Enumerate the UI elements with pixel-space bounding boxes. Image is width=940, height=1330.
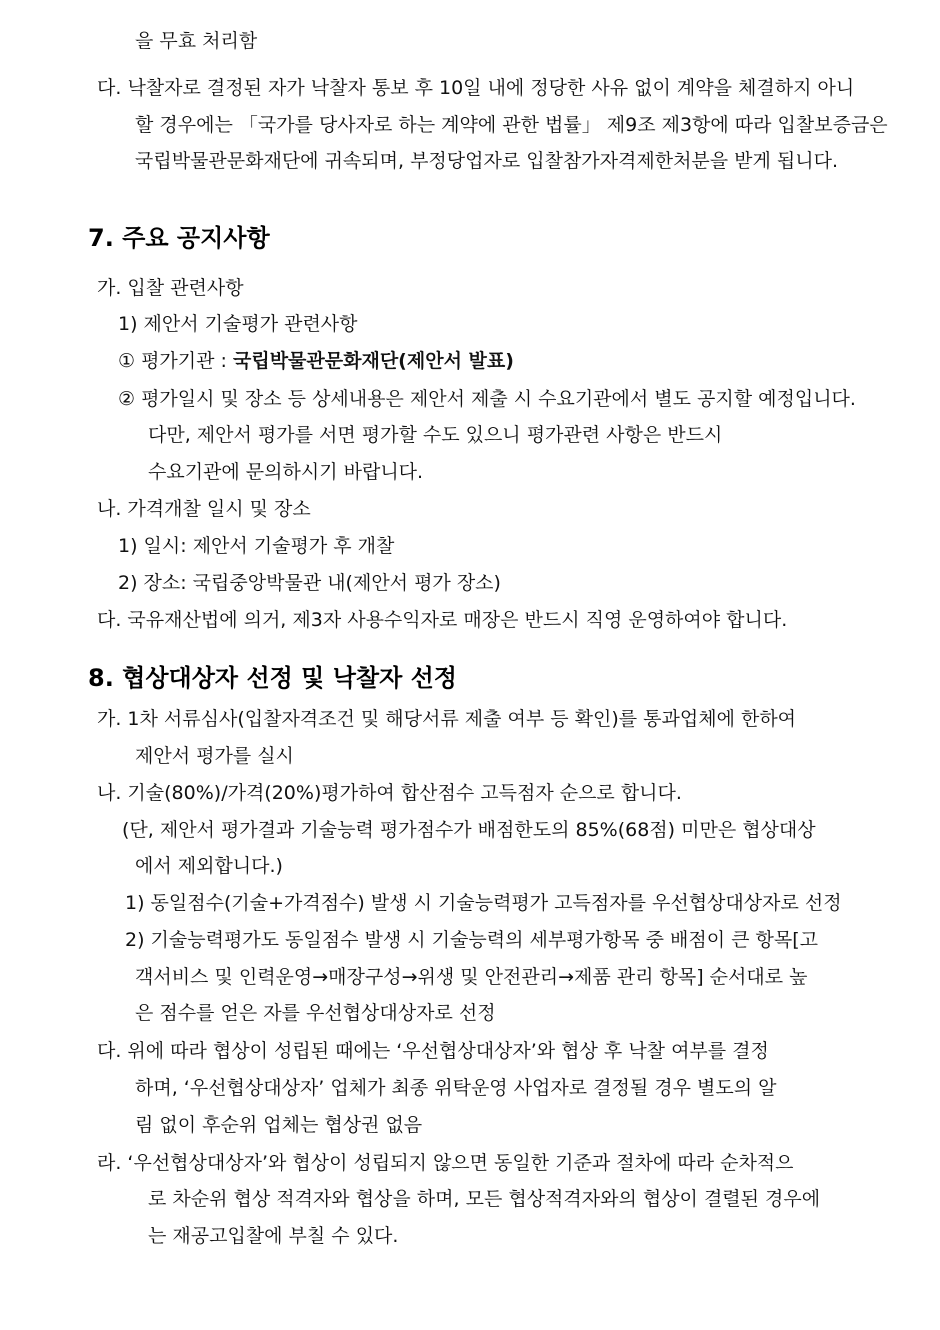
list-text: ① 평가기관 : <box>118 350 227 372</box>
text-line: 하며, ‘우선협상대상자’ 업체가 최종 위탁운영 사업자로 결정될 경우 별도의 알 <box>135 1077 777 1099</box>
text-line: 에서 제외합니다.) <box>135 855 283 877</box>
text-line: 가. 입찰 관련사항 <box>97 277 244 299</box>
text-line: 제안서 평가를 실시 <box>135 745 294 767</box>
text-line: 1) 일시: 제안서 기술평가 후 개찰 <box>118 535 395 557</box>
list-marker: 다. <box>97 77 122 99</box>
text-line: 라. ‘우선협상대상자’와 협상이 성립되지 않으면 동일한 기준과 절차에 따라 순차적으 <box>97 1152 794 1174</box>
text-line: 림 없이 후순위 업체는 협상권 없음 <box>135 1114 423 1136</box>
text-line: 을 무효 처리함 <box>135 30 258 52</box>
text-line: 1) 동일점수(기술+가격점수) 발생 시 기술능력평가 고득점자를 우선협상대상자로 선정 <box>125 892 842 914</box>
text-line: 나. 기술(80%)/가격(20%)평가하여 합산점수 고득점자 순으로 합니다. <box>97 782 682 804</box>
text-line <box>118 348 514 374</box>
text-line: 나. 가격개찰 일시 및 장소 <box>97 498 311 520</box>
text-line: (단, 제안서 평가결과 기술능력 평가점수가 배점한도의 85%(68점) 미만은 협상대상 <box>122 819 816 841</box>
text-line: 할 경우에는 「국가를 당사자로 하는 계약에 관한 법률」 제9조 제3항에 따라 입찰보증금은 <box>135 114 888 136</box>
text-line: 는 재공고입찰에 부칠 수 있다. <box>148 1225 399 1247</box>
text-line: 은 점수를 얻은 자를 우선협상대상자로 선정 <box>135 1002 496 1024</box>
text-line: ② 평가일시 및 장소 등 상세내용은 제안서 제출 시 수요기관에서 별도 공지할 예정입니다. <box>118 388 856 410</box>
text-line <box>97 75 854 101</box>
text-line: 국립박물관문화재단에 귀속되며, 부정당업자로 입찰참가자격제한처분을 받게 됩니다. <box>135 150 839 172</box>
text-line: 객서비스 및 인력운영→매장구성→위생 및 안전관리→제품 관리 항목] 순서대로 높 <box>135 966 808 988</box>
text-line: 1) 제안서 기술평가 관련사항 <box>118 313 358 335</box>
bold-text: 국립박물관문화재단(제안서 발표) <box>232 350 514 372</box>
text-line: 가. 1차 서류심사(입찰자격조건 및 해당서류 제출 여부 등 확인)를 통과업체에 한하여 <box>97 708 797 730</box>
list-text: 낙찰자로 결정된 자가 낙찰자 통보 후 10일 내에 정당한 사유 없이 계약을 체결하지 아니 <box>127 77 855 99</box>
section-heading-7: 7. 주요 공지사항 <box>88 224 270 252</box>
text-line: 다만, 제안서 평가를 서면 평가할 수도 있으니 평가관련 사항은 반드시 <box>148 424 723 446</box>
text-line: 2) 기술능력평가도 동일점수 발생 시 기술능력의 세부평가항목 중 배점이 큰 항목[고 <box>125 929 818 951</box>
text-line: 다. 국유재산법에 의거, 제3자 사용수익자로 매장은 반드시 직영 운영하여야 합니다. <box>97 609 788 631</box>
text-line: 로 차순위 협상 적격자와 협상을 하며, 모든 협상적격자와의 협상이 결렬된 경우에 <box>148 1188 821 1210</box>
text-line: 2) 장소: 국립중앙박물관 내(제안서 평가 장소) <box>118 572 501 594</box>
section-heading-8: 8. 협상대상자 선정 및 낙찰자 선정 <box>88 664 457 692</box>
text-line: 다. 위에 따라 협상이 성립된 때에는 ‘우선협상대상자’와 협상 후 낙찰 여부를 결정 <box>97 1040 769 1062</box>
text-line: 수요기관에 문의하시기 바랍니다. <box>148 461 424 483</box>
